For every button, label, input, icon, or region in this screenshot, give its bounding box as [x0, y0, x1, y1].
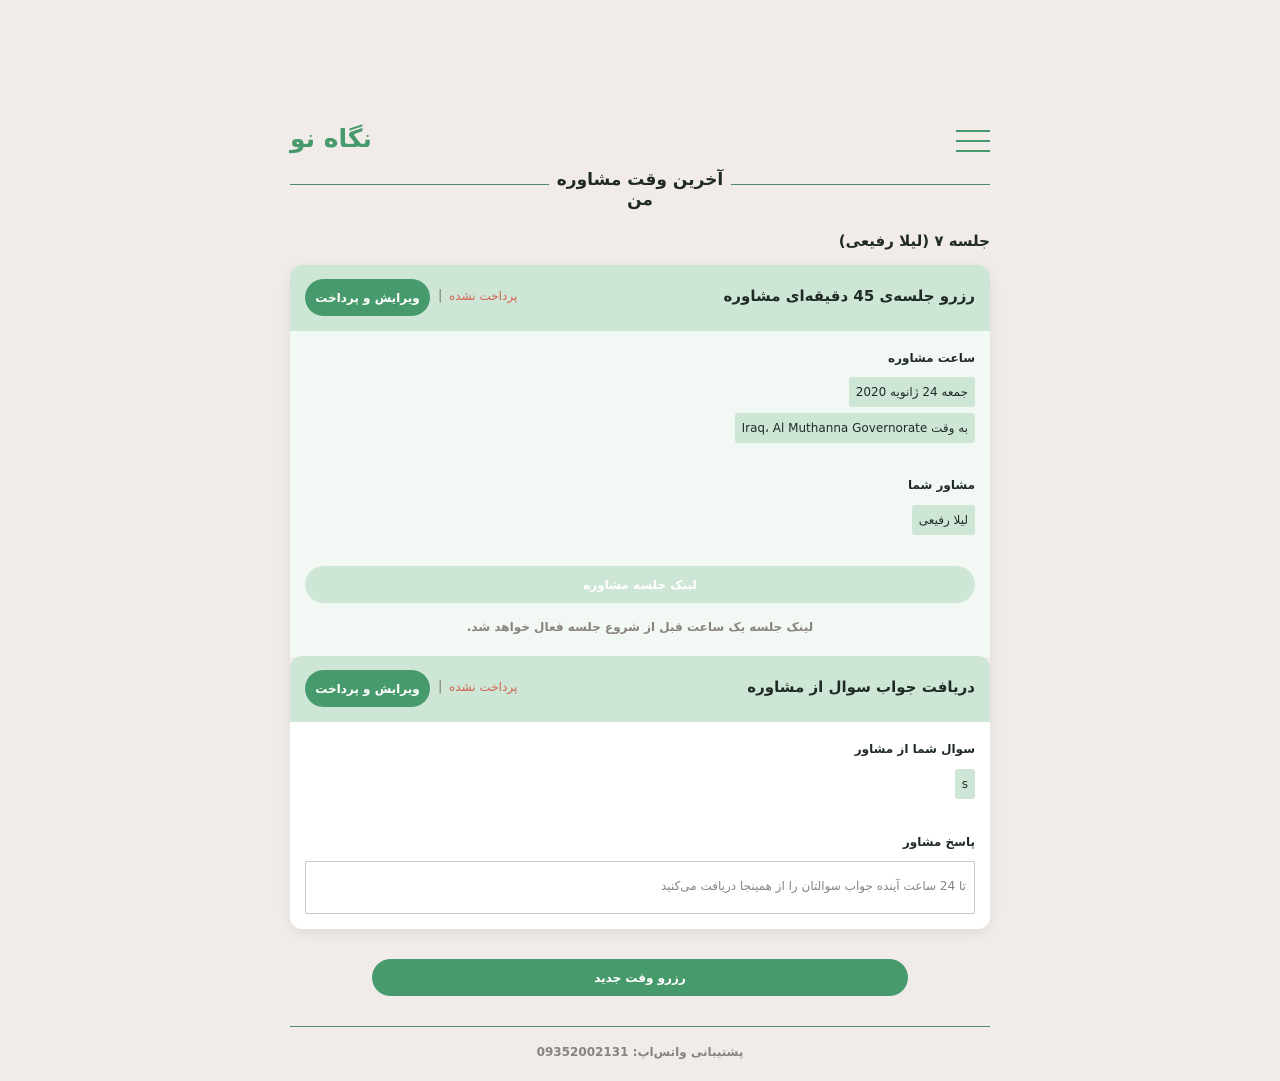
brand-logo[interactable]: نگاه نو — [290, 124, 372, 153]
session-label: جلسه ۷ (لیلا رفیعی) — [838, 232, 990, 250]
section-title-row — [290, 170, 990, 210]
answer-placeholder: تا 24 ساعت آینده جواب سوالتان را از همینجا دریافت می‌کنید — [660, 879, 966, 893]
hamburger-menu-icon[interactable] — [956, 128, 990, 154]
divider-left — [290, 184, 549, 185]
session-link-note: لینک جلسه یک ساعت قبل از شروع جلسه فعال خواهد شد. — [466, 620, 814, 634]
counselor-chip: لیلا رفیعی — [912, 505, 975, 535]
question-chip: s — [955, 769, 975, 799]
booking-payment-status: پرداخت نشده — [449, 289, 518, 303]
counselor-label: مشاور شما — [907, 478, 975, 492]
footer-divider — [290, 1026, 990, 1027]
answer-field[interactable] — [305, 861, 975, 914]
question-edit-pay-button[interactable]: ویرایش و پرداخت — [305, 670, 430, 707]
session-card — [290, 265, 990, 929]
question-label: سوال شما از مشاور — [854, 742, 975, 756]
timezone-chip: به وقت Iraq، Al Muthanna Governorate — [735, 413, 975, 443]
status-separator: | — [438, 679, 443, 694]
divider-right — [731, 184, 990, 185]
footer-support — [290, 1045, 990, 1059]
answer-label: پاسخ مشاور — [902, 835, 975, 849]
question-card-body — [290, 722, 990, 929]
support-phone[interactable]: 09352002131 — [536, 1045, 629, 1059]
question-card-header — [290, 656, 990, 722]
date-chip: جمعه 24 ژانویه 2020 — [849, 377, 975, 407]
question-payment-status: پرداخت نشده — [449, 680, 518, 694]
page — [290, 0, 990, 1081]
booking-card-header — [290, 265, 990, 331]
booking-card-body — [290, 331, 990, 657]
support-label: پشتیبانی واتس‌اپ: — [632, 1045, 744, 1059]
question-card-title: دریافت جواب سوال از مشاوره — [747, 678, 975, 696]
time-label: ساعت مشاوره — [888, 351, 975, 365]
booking-card-title: رزرو جلسه‌ی 45 دقیقه‌ای مشاوره — [723, 287, 975, 305]
new-booking-button[interactable]: رزرو وقت جدید — [372, 959, 908, 996]
header — [290, 120, 990, 164]
booking-edit-pay-button[interactable]: ویرایش و پرداخت — [305, 279, 430, 316]
section-title: آخرین وقت مشاوره من — [556, 170, 724, 210]
session-link-button[interactable]: لینک جلسه مشاوره — [305, 566, 975, 603]
status-separator: | — [438, 288, 443, 303]
